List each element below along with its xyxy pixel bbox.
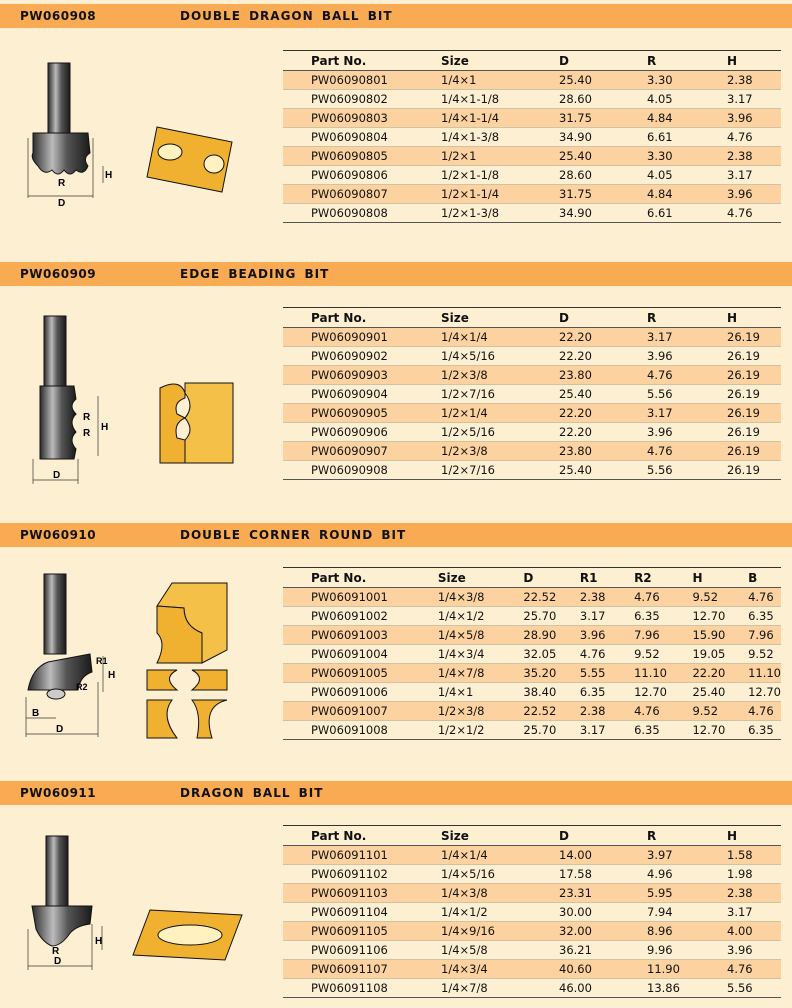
col-header: Part No. <box>283 51 441 71</box>
dim-b: 6.35 <box>748 607 781 626</box>
dim-r: 4.05 <box>647 166 727 185</box>
part-no: PW06091003 <box>283 626 438 645</box>
dim-h: 3.96 <box>727 109 781 128</box>
col-header: H <box>727 826 781 846</box>
router-bit-drawing <box>18 58 118 208</box>
dim-h: 3.96 <box>727 185 781 204</box>
dim-label-b: B <box>32 708 40 719</box>
dim-d: 23.80 <box>559 442 647 461</box>
spec-table <box>283 307 781 480</box>
dim-d: 25.70 <box>523 607 580 626</box>
dim-d: 28.60 <box>559 166 647 185</box>
dim-d: 22.52 <box>523 588 580 607</box>
dim-d: 40.60 <box>559 960 647 979</box>
dim-h: 12.70 <box>692 721 748 740</box>
product-name: DOUBLE CORNER ROUND BIT <box>180 528 407 542</box>
part-no: PW06091108 <box>283 979 441 998</box>
dim-r: 5.56 <box>647 461 727 480</box>
size: 1/2×1 <box>441 147 559 166</box>
part-no: PW06090804 <box>283 128 441 147</box>
dim-d: 25.40 <box>559 147 647 166</box>
part-no: PW06090805 <box>283 147 441 166</box>
dim-label-d: D <box>56 724 64 735</box>
wood-profile-image <box>155 378 235 466</box>
part-no: PW06090801 <box>283 71 441 90</box>
table-row <box>283 347 781 366</box>
col-header: Part No. <box>283 826 441 846</box>
table-row <box>283 185 781 204</box>
table-header-row <box>283 826 781 846</box>
dim-d: 14.00 <box>559 846 647 865</box>
dim-d: 22.20 <box>559 423 647 442</box>
dim-r: 3.30 <box>647 71 727 90</box>
section-header <box>0 262 792 286</box>
part-no: PW06091006 <box>283 683 438 702</box>
dim-r1: 6.35 <box>580 683 634 702</box>
size: 1/4×5/8 <box>441 941 559 960</box>
part-no: PW06090902 <box>283 347 441 366</box>
dim-r: 3.97 <box>647 846 727 865</box>
size: 1/4×1/2 <box>438 607 524 626</box>
table-header-row <box>283 568 781 588</box>
product-name: DRAGON BALL BIT <box>180 786 324 800</box>
dim-d: 17.58 <box>559 865 647 884</box>
dim-d: 34.90 <box>559 128 647 147</box>
dim-h: 2.38 <box>727 884 781 903</box>
dim-label-r: R <box>83 412 91 423</box>
dim-label-r2: R2 <box>76 682 88 692</box>
col-header: Size <box>441 51 559 71</box>
router-bit-drawing <box>18 572 133 742</box>
table-row <box>283 626 781 645</box>
part-no: PW06091002 <box>283 607 438 626</box>
size: 1/4×5/16 <box>441 347 559 366</box>
size: 1/2×3/8 <box>438 702 524 721</box>
table-row <box>283 90 781 109</box>
dim-r: 9.96 <box>647 941 727 960</box>
dim-h: 25.40 <box>692 683 748 702</box>
dim-h: 3.17 <box>727 903 781 922</box>
dim-h: 3.17 <box>727 90 781 109</box>
dim-d: 35.20 <box>523 664 580 683</box>
dim-h: 4.76 <box>727 204 781 223</box>
col-header: R <box>647 826 727 846</box>
col-header: D <box>559 826 647 846</box>
dim-r2: 4.76 <box>634 588 692 607</box>
dim-d: 23.80 <box>559 366 647 385</box>
part-no: PW06091105 <box>283 922 441 941</box>
dim-label-h: H <box>95 936 103 947</box>
dim-h: 4.76 <box>727 128 781 147</box>
dim-r1: 3.17 <box>580 721 634 740</box>
router-bit-drawing <box>22 834 122 974</box>
spec-table <box>283 50 781 223</box>
dim-d: 25.70 <box>523 721 580 740</box>
product-code: PW060910 <box>20 528 97 542</box>
product-name: EDGE BEADING BIT <box>180 267 330 281</box>
wood-profile-image <box>142 578 242 744</box>
part-no: PW06091102 <box>283 865 441 884</box>
dim-r1: 5.55 <box>580 664 634 683</box>
size: 1/4×3/4 <box>438 645 524 664</box>
size: 1/4×5/8 <box>438 626 524 645</box>
dim-d: 22.20 <box>559 347 647 366</box>
dim-r1: 2.38 <box>580 702 634 721</box>
size: 1/4×7/8 <box>438 664 524 683</box>
part-no: PW06091101 <box>283 846 441 865</box>
size: 1/4×3/8 <box>438 588 524 607</box>
col-header: H <box>727 308 781 328</box>
table-row <box>283 884 781 903</box>
dim-d: 28.90 <box>523 626 580 645</box>
dim-d: 31.75 <box>559 185 647 204</box>
dim-label-d: D <box>58 198 66 208</box>
part-no: PW06090905 <box>283 404 441 423</box>
part-no: PW06091104 <box>283 903 441 922</box>
size: 1/4×5/16 <box>441 865 559 884</box>
size: 1/4×1-1/4 <box>441 109 559 128</box>
table-header-row <box>283 308 781 328</box>
col-header: D <box>523 568 580 588</box>
dim-d: 36.21 <box>559 941 647 960</box>
size: 1/4×1/4 <box>441 328 559 347</box>
dim-label-d: D <box>53 470 61 481</box>
dim-r: 13.86 <box>647 979 727 998</box>
table-row <box>283 71 781 90</box>
dim-label-h: H <box>108 670 116 681</box>
table-row <box>283 328 781 347</box>
table-row <box>283 166 781 185</box>
size: 1/2×5/16 <box>441 423 559 442</box>
dim-b: 4.76 <box>748 588 781 607</box>
part-no: PW06090808 <box>283 204 441 223</box>
dim-r2: 6.35 <box>634 721 692 740</box>
product-code: PW060908 <box>20 9 97 23</box>
dim-r: 3.17 <box>647 328 727 347</box>
dim-h: 26.19 <box>727 442 781 461</box>
dim-h: 22.20 <box>692 664 748 683</box>
dim-r: 6.61 <box>647 204 727 223</box>
size: 1/2×1-1/8 <box>441 166 559 185</box>
part-no: PW06090807 <box>283 185 441 204</box>
size: 1/2×1/4 <box>441 404 559 423</box>
section-header <box>0 4 792 28</box>
dim-label-r: R <box>58 178 66 189</box>
dim-b: 12.70 <box>748 683 781 702</box>
dim-h: 26.19 <box>727 385 781 404</box>
dim-r: 4.96 <box>647 865 727 884</box>
product-code: PW060911 <box>20 786 97 800</box>
dim-b: 11.10 <box>748 664 781 683</box>
part-no: PW06091007 <box>283 702 438 721</box>
section-header <box>0 781 792 805</box>
dim-r: 11.90 <box>647 960 727 979</box>
dim-r2: 12.70 <box>634 683 692 702</box>
size: 1/2×3/8 <box>441 442 559 461</box>
dim-r: 8.96 <box>647 922 727 941</box>
dim-r1: 3.17 <box>580 607 634 626</box>
col-header: Size <box>438 568 524 588</box>
table-row <box>283 128 781 147</box>
dim-r: 3.30 <box>647 147 727 166</box>
col-header: Size <box>441 826 559 846</box>
col-header: Size <box>441 308 559 328</box>
col-header: R1 <box>580 568 634 588</box>
router-bit-drawing <box>28 314 118 486</box>
size: 1/4×1/2 <box>441 903 559 922</box>
table-row <box>283 979 781 998</box>
dim-r: 4.05 <box>647 90 727 109</box>
part-no: PW06091005 <box>283 664 438 683</box>
size: 1/4×9/16 <box>441 922 559 941</box>
part-no: PW06090903 <box>283 366 441 385</box>
col-header: B <box>748 568 781 588</box>
dim-d: 38.40 <box>523 683 580 702</box>
dim-h: 4.00 <box>727 922 781 941</box>
dim-h: 4.76 <box>727 960 781 979</box>
part-no: PW06091001 <box>283 588 438 607</box>
dim-d: 22.20 <box>559 404 647 423</box>
dim-r: 3.96 <box>647 423 727 442</box>
table-row <box>283 423 781 442</box>
table-row <box>283 903 781 922</box>
dim-h: 12.70 <box>692 607 748 626</box>
table-row <box>283 922 781 941</box>
dim-r: 4.84 <box>647 109 727 128</box>
dim-r2: 9.52 <box>634 645 692 664</box>
dim-r: 4.76 <box>647 366 727 385</box>
size: 1/4×1 <box>441 71 559 90</box>
col-header: Part No. <box>283 568 438 588</box>
part-no: PW06091103 <box>283 884 441 903</box>
col-header: R2 <box>634 568 692 588</box>
dim-label-r1: R1 <box>96 656 108 666</box>
dim-d: 30.00 <box>559 903 647 922</box>
dim-label-r: R <box>83 428 91 439</box>
dim-r2: 4.76 <box>634 702 692 721</box>
dim-r: 3.96 <box>647 347 727 366</box>
size: 1/4×1-3/8 <box>441 128 559 147</box>
table-header-row <box>283 51 781 71</box>
dim-b: 6.35 <box>748 721 781 740</box>
table-row <box>283 366 781 385</box>
dim-d: 25.40 <box>559 461 647 480</box>
dim-r: 4.84 <box>647 185 727 204</box>
dim-h: 19.05 <box>692 645 748 664</box>
col-header: D <box>559 308 647 328</box>
col-header: D <box>559 51 647 71</box>
col-header: R <box>647 51 727 71</box>
dim-label-r: R <box>52 946 60 957</box>
dim-d: 28.60 <box>559 90 647 109</box>
dim-d: 31.75 <box>559 109 647 128</box>
table-row <box>283 721 781 740</box>
table-row <box>283 664 781 683</box>
size: 1/4×1 <box>438 683 524 702</box>
dim-d: 23.31 <box>559 884 647 903</box>
size: 1/2×1/2 <box>438 721 524 740</box>
dim-h: 26.19 <box>727 328 781 347</box>
table-row <box>283 645 781 664</box>
table-row <box>283 461 781 480</box>
table-row <box>283 147 781 166</box>
dim-r: 7.94 <box>647 903 727 922</box>
dim-r1: 2.38 <box>580 588 634 607</box>
table-row <box>283 109 781 128</box>
dim-r1: 3.96 <box>580 626 634 645</box>
dim-label-h: H <box>105 170 113 181</box>
wood-profile-image <box>130 905 245 965</box>
dim-h: 26.19 <box>727 404 781 423</box>
col-header: Part No. <box>283 308 441 328</box>
dim-r2: 6.35 <box>634 607 692 626</box>
dim-d: 22.20 <box>559 328 647 347</box>
part-no: PW06090906 <box>283 423 441 442</box>
dim-label-d: D <box>54 956 62 967</box>
table-row <box>283 960 781 979</box>
table-row <box>283 865 781 884</box>
dim-d: 22.52 <box>523 702 580 721</box>
product-name: DOUBLE DRAGON BALL BIT <box>180 9 393 23</box>
dim-r: 5.56 <box>647 385 727 404</box>
dim-b: 7.96 <box>748 626 781 645</box>
dim-d: 46.00 <box>559 979 647 998</box>
dim-d: 32.05 <box>523 645 580 664</box>
part-no: PW06090908 <box>283 461 441 480</box>
dim-h: 3.17 <box>727 166 781 185</box>
dim-d: 25.40 <box>559 71 647 90</box>
part-no: PW06090802 <box>283 90 441 109</box>
part-no: PW06090904 <box>283 385 441 404</box>
size: 1/4×1-1/8 <box>441 90 559 109</box>
part-no: PW06091004 <box>283 645 438 664</box>
size: 1/2×1-1/4 <box>441 185 559 204</box>
size: 1/4×7/8 <box>441 979 559 998</box>
part-no: PW06090803 <box>283 109 441 128</box>
dim-r2: 11.10 <box>634 664 692 683</box>
dim-d: 32.00 <box>559 922 647 941</box>
dim-b: 9.52 <box>748 645 781 664</box>
dim-h: 9.52 <box>692 588 748 607</box>
size: 1/4×1/4 <box>441 846 559 865</box>
dim-h: 3.96 <box>727 941 781 960</box>
dim-r: 6.61 <box>647 128 727 147</box>
table-row <box>283 941 781 960</box>
table-row <box>283 588 781 607</box>
size: 1/2×3/8 <box>441 366 559 385</box>
dim-h: 2.38 <box>727 71 781 90</box>
dim-r: 3.17 <box>647 404 727 423</box>
dim-h: 2.38 <box>727 147 781 166</box>
dim-label-h: H <box>101 422 109 433</box>
dim-b: 4.76 <box>748 702 781 721</box>
table-row <box>283 385 781 404</box>
table-row <box>283 442 781 461</box>
product-code: PW060909 <box>20 267 97 281</box>
table-row <box>283 404 781 423</box>
wood-profile-image <box>142 122 237 197</box>
dim-h: 26.19 <box>727 366 781 385</box>
part-no: PW06090907 <box>283 442 441 461</box>
part-no: PW06090901 <box>283 328 441 347</box>
size: 1/4×3/8 <box>441 884 559 903</box>
dim-h: 1.58 <box>727 846 781 865</box>
part-no: PW06091008 <box>283 721 438 740</box>
section-header <box>0 523 792 547</box>
dim-h: 26.19 <box>727 461 781 480</box>
dim-r1: 4.76 <box>580 645 634 664</box>
dim-h: 26.19 <box>727 347 781 366</box>
dim-r2: 7.96 <box>634 626 692 645</box>
size: 1/4×3/4 <box>441 960 559 979</box>
size: 1/2×7/16 <box>441 461 559 480</box>
size: 1/2×1-3/8 <box>441 204 559 223</box>
dim-h: 26.19 <box>727 423 781 442</box>
part-no: PW06091107 <box>283 960 441 979</box>
table-row <box>283 204 781 223</box>
spec-table <box>283 825 781 998</box>
size: 1/2×7/16 <box>441 385 559 404</box>
dim-h: 15.90 <box>692 626 748 645</box>
table-row <box>283 846 781 865</box>
spec-table <box>283 567 781 740</box>
col-header: H <box>692 568 748 588</box>
dim-d: 34.90 <box>559 204 647 223</box>
dim-h: 1.98 <box>727 865 781 884</box>
dim-r: 5.95 <box>647 884 727 903</box>
part-no: PW06090806 <box>283 166 441 185</box>
dim-r: 4.76 <box>647 442 727 461</box>
table-row <box>283 607 781 626</box>
col-header: R <box>647 308 727 328</box>
dim-h: 5.56 <box>727 979 781 998</box>
dim-h: 9.52 <box>692 702 748 721</box>
table-row <box>283 702 781 721</box>
col-header: H <box>727 51 781 71</box>
part-no: PW06091106 <box>283 941 441 960</box>
dim-d: 25.40 <box>559 385 647 404</box>
table-row <box>283 683 781 702</box>
